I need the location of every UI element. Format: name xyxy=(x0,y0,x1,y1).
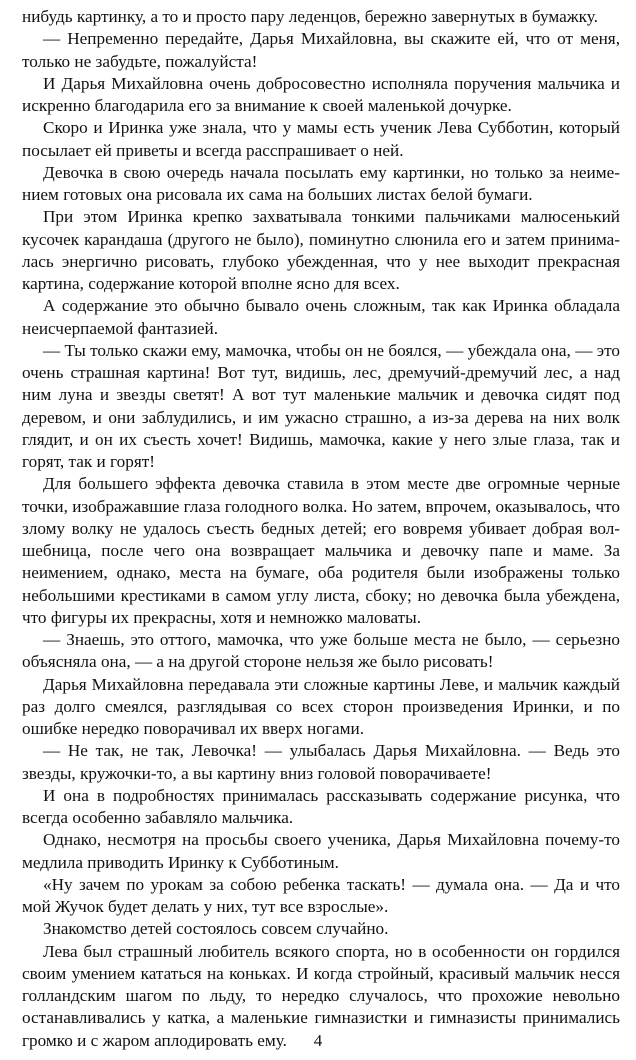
paragraph: Лева был страшный любитель всякого спорта, но в особенности он гордился своим умением кататься на коньках. И когда стройный, красивый мальчик несся голландским шагом по льду, то нередко случалось, что прохожие невольно останавливались у катка, а маленькие гимназистки и гимназисты принимались громко и с жаром аплодировать ему. xyxy=(22,941,620,1050)
paragraph: — Непременно передайте, Дарья Михайловна, вы скажите ей, что от меня, только не забудьте, пожалуйста! xyxy=(22,29,620,71)
paragraph: А содержание это обычно бывало очень сложным, так как Иринка обладала неисчерпаемой фантазией. xyxy=(22,296,620,338)
paragraph: И Дарья Михайловна очень добросовестно исполняла поручения мальчика и искренно благодарила его за внимание к своей маленькой дочурке. xyxy=(22,73,620,115)
paragraph: «Ну зачем по урокам за собою ребенка таскать! — думала она. — Да и что мой Жучок будет делать у них, тут все взрослые». xyxy=(22,874,620,916)
paragraph: — Не так, не так, Левочка! — улыбалась Дарья Михайловна. — Ведь это звезды, кружочки-то, а вы картину вниз головой поворачиваете! xyxy=(22,741,620,783)
text-body xyxy=(22,6,620,1052)
paragraph: — Ты только скажи ему, мамочка, чтобы он не боялся, — убеждала она, — это очень страшная картина! Вот тут, видишь, лес, дремучий-дремучий лес, а над ним луна и звезды светят! А вот тут маленькие мальчик и девочка сидят под деревом, и они заблудились, и им ужасно страшно, а из-за дерева на них волк глядит, и он их съесть хочет! Видишь, мамочка, какие у него злые глаза, так и горят, так и горят! xyxy=(22,340,620,471)
paragraph: нибудь картинку, а то и просто пару леденцов, бережно завернутых в бумажку. xyxy=(22,7,598,26)
page-number: 4 xyxy=(313,1031,323,1050)
paragraph: Знакомство детей состоялось совсем случайно. xyxy=(43,919,389,939)
paragraph: Дарья Михайловна передавала эти сложные картины Леве, и мальчик каждый раз долго смеялся, разглядывая со всех сторон произведения Иринки, и по ошибке нередко поворачивал их вверх ногами. xyxy=(22,674,620,738)
paragraph: Однако, несмотря на просьбы своего ученика, Дарья Михайловна почему-то медлила приводить Иринку к Субботиным. xyxy=(22,830,620,872)
paragraph: Скоро и Иринка уже знала, что у мамы есть ученик Лева Субботин, который посылает ей приветы и всегда расспрашивает о ней. xyxy=(22,118,620,160)
paragraph: И она в подробностях принималась рассказывать содержание рисунка, что всегда особенно забавляло мальчика. xyxy=(22,785,620,827)
paragraph: Для большего эффекта девочка ставила в этом месте две огромные черные точки, изображавшие глаза голодного волка. Но затем, впрочем, оказывалось, что злому волку не удалось съесть бедных детей; его вовремя убивает добрая волшебница, после чего она возвращает мальчика и девочку папе и маме. За неимением, однако, места на бумаге, оба родителя были изображены только небольшими крестиками в самом углу листа, сбоку; но девочка была убеждена, что фигуры их прекрасны, хотя и немножко маловаты. xyxy=(22,474,620,627)
paragraph: При этом Иринка крепко захватывала тонкими пальчиками малюсенький кусочек карандаша (другого не было), поминутно слюнила его и затем принималась энергично рисовать, глубоко убежденная, что у нее выходит прекрасная картина, содержание которой вполне ясно для всех. xyxy=(22,207,620,293)
paragraph: — Знаешь, это оттого, мамочка, что уже больше места не было, — серьезно объясняла она, — а на другой стороне нельзя же было рисовать! xyxy=(22,630,620,672)
paragraph: Девочка в свою очередь начала посылать ему картинки, но только за неимением готовых она рисовала их сама на больших листах белой бумаги. xyxy=(22,162,620,204)
